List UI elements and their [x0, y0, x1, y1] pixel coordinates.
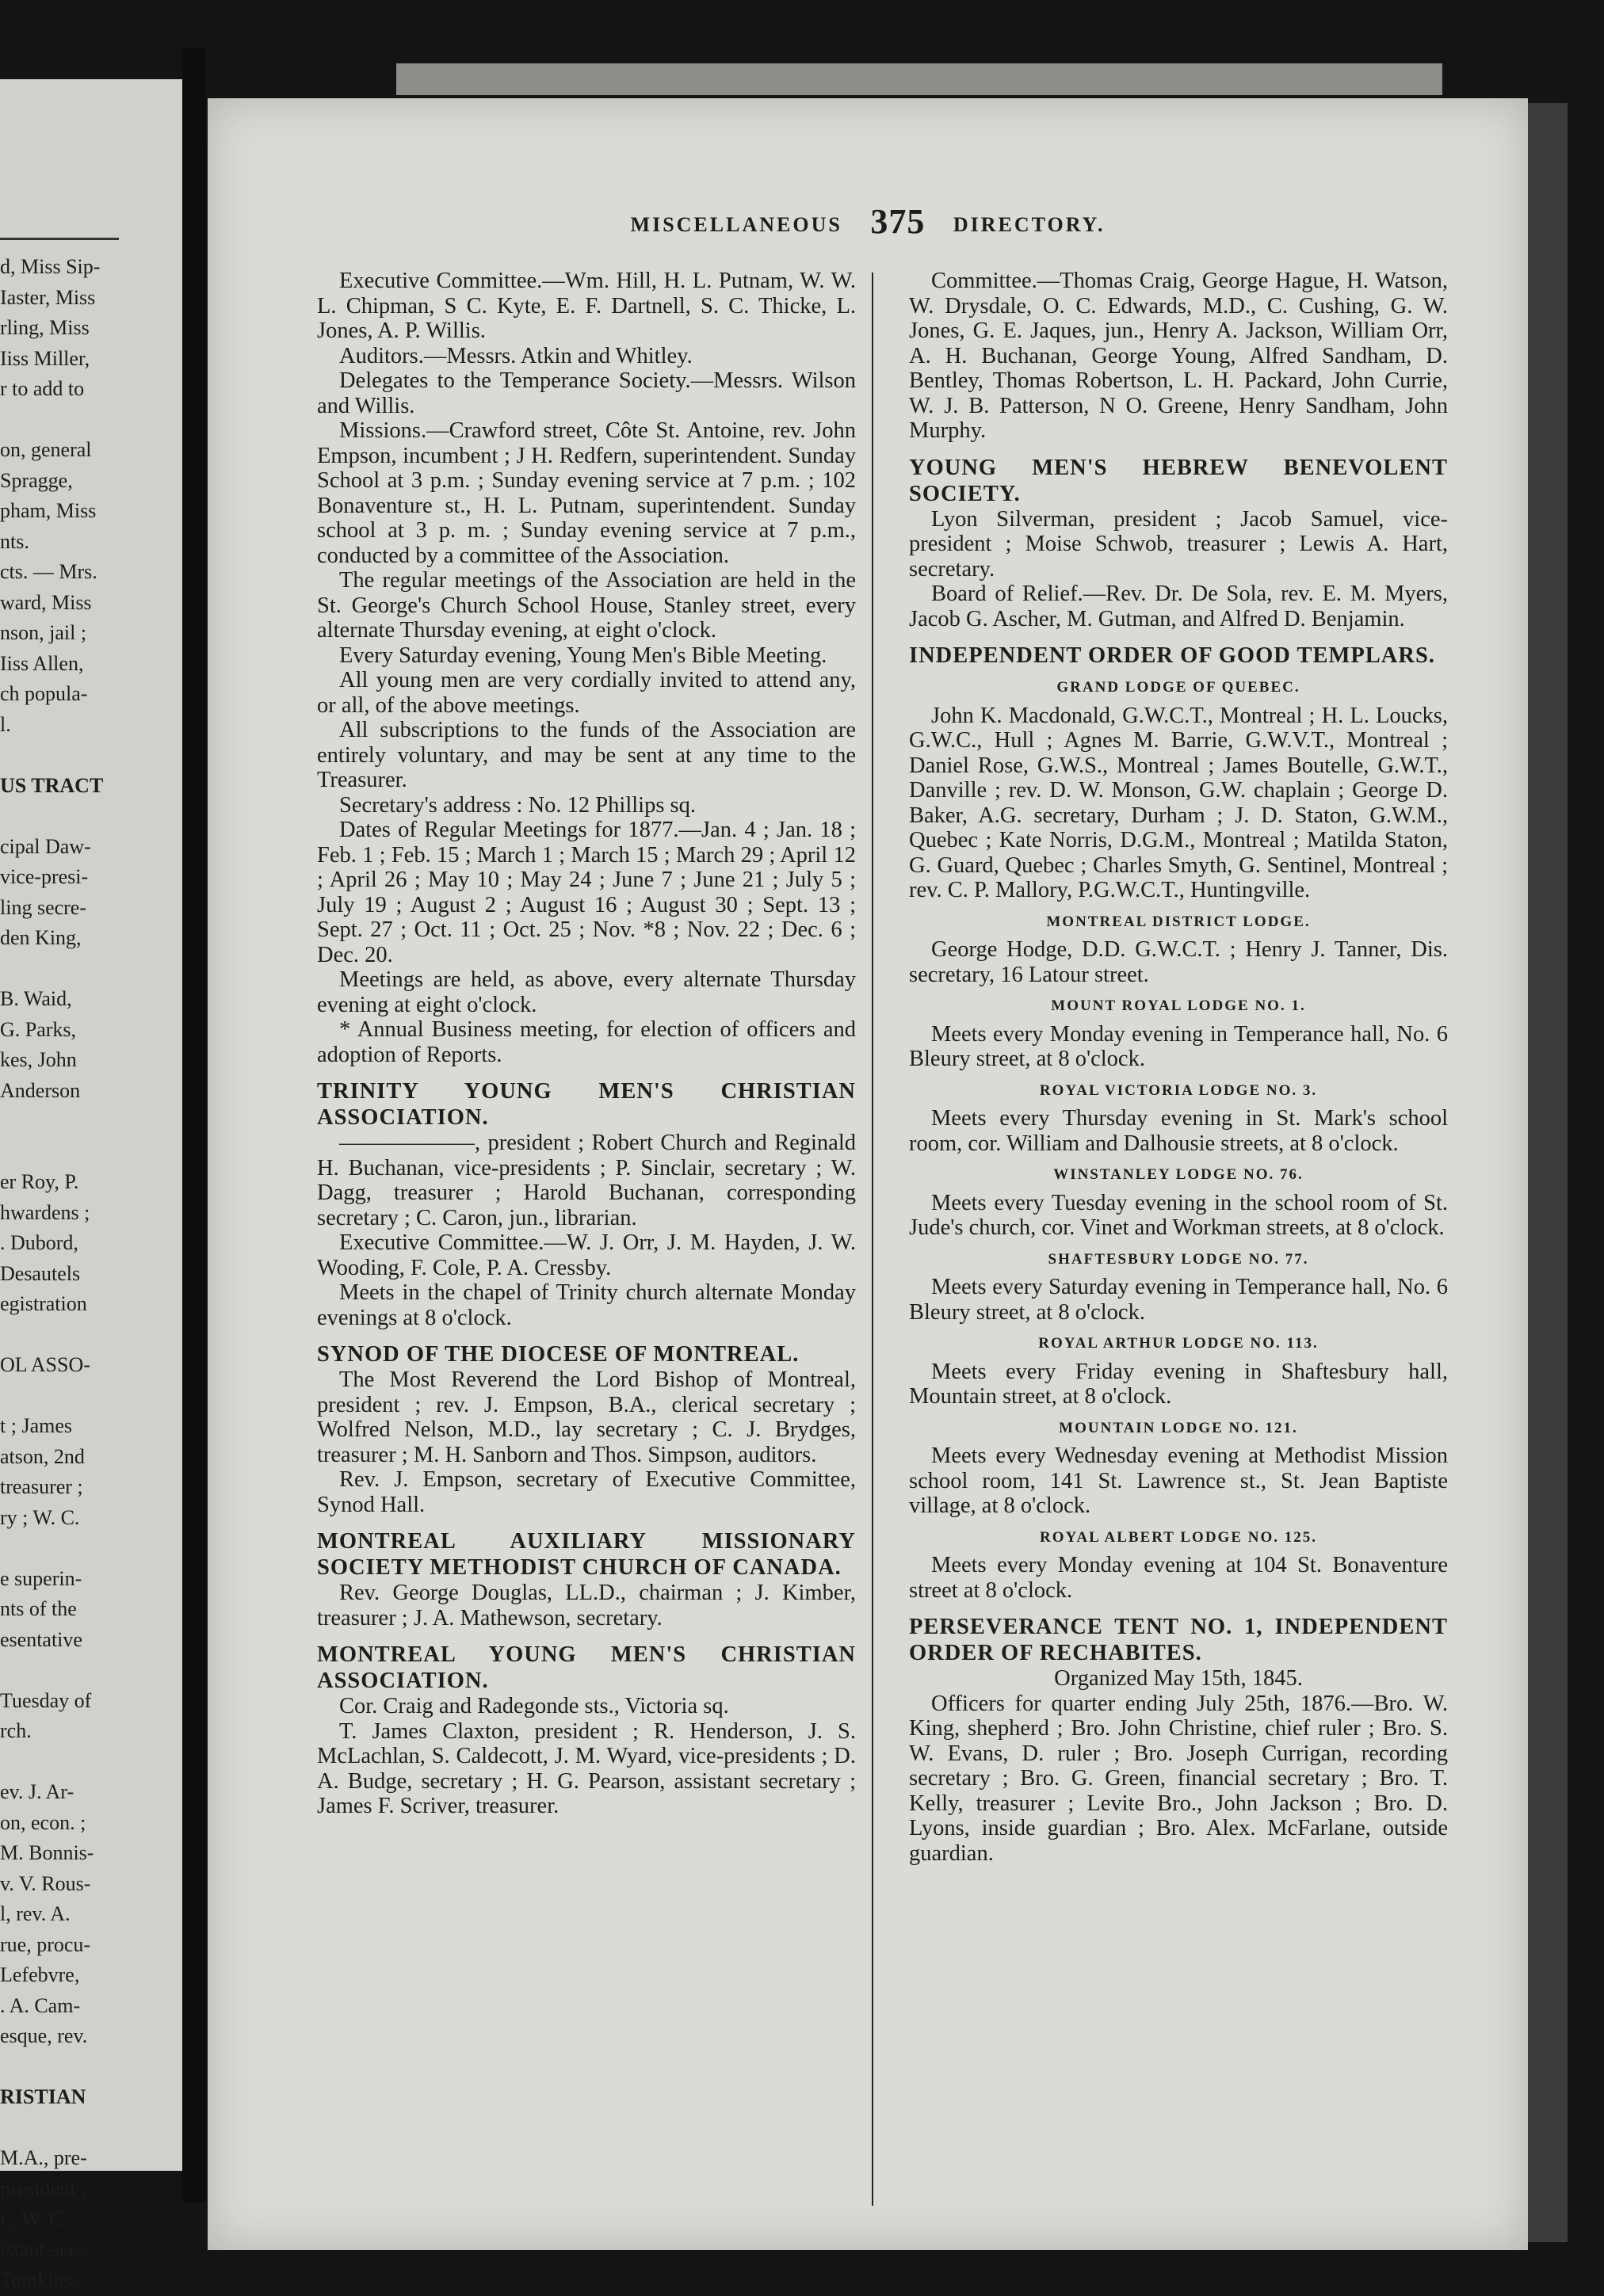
district-lodge-officers: George Hodge, D.D. G.W.C.T. ; Henry J. Tanner, Dis. secretary, 16 Latour street. [909, 937, 1448, 987]
page-stack-edge [1528, 103, 1568, 2242]
facing-page-line: nts. [0, 529, 29, 553]
facing-page-line: ling secre- [0, 895, 87, 919]
facing-page-line: ward, Miss [0, 590, 92, 614]
facing-page-line: t ; W. C. [0, 2207, 68, 2230]
facing-page-line: ch popula- [0, 682, 88, 705]
meeting-dates: Dates of Regular Meetings for 1877.—Jan. 4 ; Jan. 18 ; Feb. 1 ; Feb. 15 ; March 1 ; March 15 ; March 29 ; April 12 ; April 26 ; May 10 ; May 24 ; June 7 ; June 21 ; July 5 ; July 19 ; August 2 ; August 16 ; August 30 ; Sept. 13 ; Sept. 27 ; Oct. 11 ; Oct. 25 ; Nov. *8 ; Nov. 22 ; Dec. 6 ; Dec. 20. [317, 818, 856, 967]
facing-page-line: OL ASSO- [0, 1353, 90, 1376]
facing-page-line: Iiss Allen, [0, 651, 84, 675]
facing-page-line [0, 2052, 182, 2083]
hebrew-officers: Lyon Silverman, president ; Jacob Samuel, vice-president ; Moise Schwob, treasurer ; Lewis A. Hart, secretary. [909, 506, 1448, 582]
facing-page-line: B. Waid, [0, 987, 72, 1010]
facing-page-line: vice-presi- [0, 865, 89, 888]
delegates: Delegates to the Temperance Society.—Messrs. Wilson and Willis. [317, 368, 856, 418]
facing-page-line [0, 1381, 182, 1412]
facing-page-line [0, 1106, 182, 1137]
facing-page-line: esentative [0, 1627, 82, 1651]
mountain-subheading: MOUNTAIN LODGE NO. 121. [1059, 1419, 1298, 1436]
facing-page-line: hwardens ; [0, 1200, 90, 1224]
column-divider [872, 273, 873, 2206]
trinity-executive: Executive Committee.—W. J. Orr, J. M. Hayden, J. W. Wooding, F. Cole, P. A. Cressby. [317, 1230, 856, 1280]
district-lodge-subheading: MONTREAL DISTRICT LODGE. [1046, 913, 1311, 930]
rechabites-organized: Organized May 15th, 1845. [1054, 1666, 1303, 1691]
facing-page-line: on, econ. ; [0, 1810, 86, 1834]
hebrew-heading: YOUNG MEN'S HEBREW BENEVOLENT SOCIETY. [909, 455, 1448, 506]
facing-page-line: on, general [0, 438, 92, 461]
rechabites-officers: Officers for quarter ending July 25th, 1876.—Bro. W. King, shepherd ; Bro. John Christine, chief ruler ; Bro. S. W. Evans, D. ruler ; Bro. Joseph Currigan, recording secretary ; Bro. G. Green, financial secretary ; Bro. T. Kelly, treasurer ; Levite Bro., John Jackson ; Bro. D. Lyons, inside guardian ; Bro. Alex. McFarlane, outside guardian. [909, 1691, 1448, 1866]
facing-page-line: l, rev. A. [0, 1902, 71, 1925]
facing-page-line: rling, Miss [0, 316, 90, 339]
facing-page-line: M.A., pre- [0, 2146, 87, 2169]
synod-secretary: Rev. J. Empson, secretary of Executive Committee, Synod Hall. [317, 1467, 856, 1517]
facing-page-line: d, Miss Sip- [0, 255, 101, 278]
subscriptions: All subscriptions to the funds of the Association are entirely voluntary, and may be sent at any time to the Treasurer. [317, 718, 856, 792]
facing-page-lines [0, 252, 182, 2296]
facing-page-line [0, 1655, 182, 1686]
trinity-officers: ——————, president ; Robert Church and Reginald H. Buchanan, vice-presidents ; P. Sinclair, secretary ; W. Dagg, treasurer ; Harold Buchanan, corresponding secretary ; C. Caron, jun., librarian. [317, 1131, 856, 1230]
header-left: MISCELLANEOUS [630, 213, 842, 236]
royal-victoria-subheading: ROYAL VICTORIA LODGE NO. 3. [1039, 1081, 1318, 1099]
facing-page-line: den King, [0, 926, 82, 949]
facing-page-line: Spragge, [0, 468, 73, 492]
auditors: Auditors.—Messrs. Atkin and Whitley. [339, 343, 693, 368]
royal-albert-meets: Meets every Monday evening at 104 St. Bonaventure street at 8 o'clock. [909, 1553, 1448, 1603]
facing-page-line: t ; James [0, 1414, 72, 1437]
winstanley-meets: Meets every Tuesday evening in the school room of St. Jude's church, cor. Vinet and Workman streets, at 8 o'clock. [909, 1190, 1448, 1240]
mountain-meets: Meets every Wednesday evening at Methodist Mission school room, 141 St. Lawrence st., St. Jean Baptiste village, at 8 o'clock. [909, 1444, 1448, 1518]
facing-page-line: ry ; W. C. [0, 1505, 80, 1529]
facing-page-line: istant-sec- [0, 2237, 85, 2261]
bible-meeting: Every Saturday evening, Young Men's Bible Meeting. [339, 643, 827, 668]
winstanley-subheading: WINSTANLEY LODGE NO. 76. [1053, 1166, 1304, 1183]
synod-heading: SYNOD OF THE DIOCESE OF MONTREAL. [317, 1342, 800, 1367]
facing-page-line: treasurer ; [0, 1475, 83, 1498]
facing-page-line [0, 1137, 182, 1168]
facing-page-line: er Roy, P. [0, 1170, 79, 1193]
shaftesbury-subheading: SHAFTESBURY LODGE NO. 77. [1048, 1250, 1309, 1268]
meetings-note: Meetings are held, as above, every alternate Thursday evening at eight o'clock. [317, 967, 856, 1017]
synod-officers: The Most Reverend the Lord Bishop of Montreal, president ; rev. J. Empson, B.A., clerical secretary ; Wolfred Nelson, M.D., lay secretary ; C. J. Brydges, treasurer ; M. H. Sanborn and Thos. Simpson, auditors. [317, 1367, 856, 1467]
executive-committee: Executive Committee.—Wm. Hill, H. L. Putnam, W. W. L. Chipman, S C. Kyte, E. F. Dartnell, S. C. Thicke, L. Jones, A. P. Willis. [317, 269, 856, 343]
shaftesbury-meets: Meets every Saturday evening in Temperance hall, No. 6 Bleury street, at 8 o'clock. [909, 1275, 1448, 1325]
facing-page-line [0, 740, 182, 771]
page-number: 375 [870, 202, 926, 241]
ymca-officers: T. James Claxton, president ; R. Henderson, J. S. McLachlan, S. Caldecott, J. M. Wyard, vice-presidents ; D. A. Budge, secretary ; H. G. Pearson, assistant secretary ; James F. Scriver, treasurer. [317, 1718, 856, 1818]
royal-arthur-meets: Meets every Friday evening in Shaftesbury hall, Mountain street, at 8 o'clock. [909, 1359, 1448, 1409]
facing-page-fragment [0, 79, 182, 2291]
facing-page-line: r to add to [0, 377, 85, 400]
left-column [317, 269, 856, 1819]
facing-page-line: nson, jail ; [0, 621, 87, 644]
book-gutter [182, 48, 206, 2203]
missions: Missions.—Crawford street, Côte St. Antoine, rev. John Empson, incumbent ; J H. Redfern, superintendent. Sunday School at 3 p.m. ; Sunday evening service at 7 p.m. ; 102 Bonaventure st., H. L. Putnam, superintendent. Sunday school at 3 p. m. ; Sunday evening service at 7 p.m., conducted by a committee of the Association. [317, 418, 856, 568]
ymca-address: Cor. Craig and Radegonde sts., Victoria sq. [339, 1694, 729, 1718]
facing-page-line [0, 405, 182, 436]
facing-page-line: cipal Daw- [0, 834, 91, 858]
royal-victoria-meets: Meets every Thursday evening in St. Mark's school room, cor. William and Dalhousie streets, at 8 o'clock. [909, 1106, 1448, 1156]
facing-page-line: esque, rev. [0, 2024, 88, 2047]
torn-page-edge [396, 63, 1442, 95]
mount-royal-meets: Meets every Monday evening in Temperance hall, No. 6 Bleury street, at 8 o'clock. [909, 1021, 1448, 1071]
invitation: All young men are very cordially invited to attend any, or all, of the above meetings. [317, 668, 856, 718]
secretary-address: Secretary's address : No. 12 Phillips sq. [339, 792, 697, 818]
facing-page-line: pham, Miss [0, 499, 97, 522]
facing-page-line: l. [0, 712, 11, 736]
templars-heading: INDEPENDENT ORDER OF GOOD TEMPLARS. [909, 643, 1435, 668]
royal-albert-subheading: ROYAL ALBERT LODGE NO. 125. [1039, 1528, 1318, 1546]
facing-page-line: ev. J. Ar- [0, 1780, 74, 1803]
auxiliary-officers: Rev. George Douglas, LL.D., chairman ; J. Kimber, treasurer ; J. A. Mathewson, secretary. [317, 1581, 856, 1630]
facing-page-line: president ; [0, 2176, 87, 2200]
rechabites-heading: PERSEVERANCE TENT NO. 1, INDEPENDENT ORDER OF RECHABITES. [909, 1615, 1448, 1665]
facing-page-line: egistration [0, 1292, 87, 1315]
running-header [208, 201, 1528, 242]
facing-page-line: G. Parks, [0, 1017, 77, 1041]
facing-page-line [0, 1533, 182, 1564]
facing-page-line: . Dubord, [0, 1231, 78, 1254]
facing-page-line [0, 2113, 182, 2144]
annual-meeting-note: * Annual Business meeting, for election of officers and adoption of Reports. [317, 1017, 856, 1067]
facing-page-line: e superin- [0, 1566, 82, 1590]
facing-page-line: cts. — Mrs. [0, 560, 97, 583]
right-column [909, 269, 1448, 1866]
facing-page-line [0, 954, 182, 985]
ymca-committee: Committee.—Thomas Craig, George Hague, H. Watson, W. Drysdale, O. C. Edwards, M.D., C. Cushing, G. W. Jones, G. E. Jaques, jun., Henry A. Jackson, William Orr, A. H. Buchanan, George Young, Alfred Sandham, D. Bentley, Thomas Robertson, L. H. Packard, John Currie, W. J. B. Patterson, N O. Greene, Henry Sandham, John Murphy. [909, 269, 1448, 443]
trinity-meets: Meets in the chapel of Trinity church alternate Monday evenings at 8 o'clock. [317, 1280, 856, 1330]
facing-page-rule [0, 238, 119, 240]
facing-page-line: Iaster, Miss [0, 285, 96, 309]
facing-page-line: . A. Cam- [0, 1993, 81, 2017]
facing-page-line: Desautels [0, 1261, 81, 1285]
facing-page-line: atson, 2nd [0, 1444, 85, 1468]
directory-page [208, 98, 1528, 2250]
facing-page-line [0, 1747, 182, 1778]
facing-page-line: Anderson [0, 1078, 81, 1102]
facing-page-line: Iiss Miller, [0, 346, 90, 370]
header-right: DIRECTORY. [953, 213, 1106, 236]
grand-lodge-subheading: GRAND LODGE OF QUEBEC. [1056, 679, 1300, 696]
facing-page-line: nts of the [0, 1597, 77, 1620]
facing-page-line: Tomkins, [0, 2268, 78, 2291]
grand-lodge-officers: John K. Macdonald, G.W.C.T., Montreal ; H. L. Loucks, G.W.C., Hull ; Agnes M. Barrie, G.W.V.T., Montreal ; Daniel Rose, G.W.S., Montreal ; James Boutelle, G.W.T., Danville ; rev. D. W. Monson, G.W. chaplain ; George D. Baker, A.G. secretary, Durham ; J. D. Staton, G.W.M., Quebec ; Kate Norris, D.G.M., Montreal ; Matilda Staton, G. Guard, Quebec ; Charles Smyth, G. Sentinel, Montreal ; rev. C. P. Mallory, P.G.W.C.T., Huntingville. [909, 703, 1448, 902]
royal-arthur-subheading: ROYAL ARTHUR LODGE NO. 113. [1038, 1335, 1319, 1352]
regular-meetings: The regular meetings of the Association are held in the St. George's Church School House, Stanley street, every alternate Thursday evening, at eight o'clock. [317, 568, 856, 643]
facing-page-line: Lefebvre, [0, 1963, 80, 1986]
facing-page-line: rch. [0, 1719, 32, 1742]
facing-page-line: US TRACT [0, 773, 104, 797]
mount-royal-subheading: MOUNT ROYAL LODGE NO. 1. [1051, 997, 1306, 1014]
facing-page-line: M. Bonnis- [0, 1841, 94, 1864]
auxiliary-heading: MONTREAL AUXILIARY MISSIONARY SOCIETY METHODIST CHURCH OF CANADA. [317, 1529, 856, 1580]
facing-page-line: rue, procu- [0, 1932, 91, 1956]
facing-page-line: RISTIAN [0, 2085, 86, 2108]
facing-page-line: Tuesday of [0, 1688, 92, 1712]
trinity-heading: TRINITY YOUNG MEN'S CHRISTIAN ASSOCIATION. [317, 1079, 856, 1130]
facing-page-line [0, 1320, 182, 1351]
facing-page-line: v. V. Rous- [0, 1871, 91, 1895]
facing-page-line: kes, John [0, 1048, 77, 1071]
hebrew-board: Board of Relief.—Rev. Dr. De Sola, rev. E. M. Myers, Jacob G. Ascher, M. Gutman, and Alfred D. Benjamin. [909, 582, 1448, 631]
facing-page-line [0, 801, 182, 832]
ymca-heading: MONTREAL YOUNG MEN'S CHRISTIAN ASSOCIATION. [317, 1642, 856, 1693]
